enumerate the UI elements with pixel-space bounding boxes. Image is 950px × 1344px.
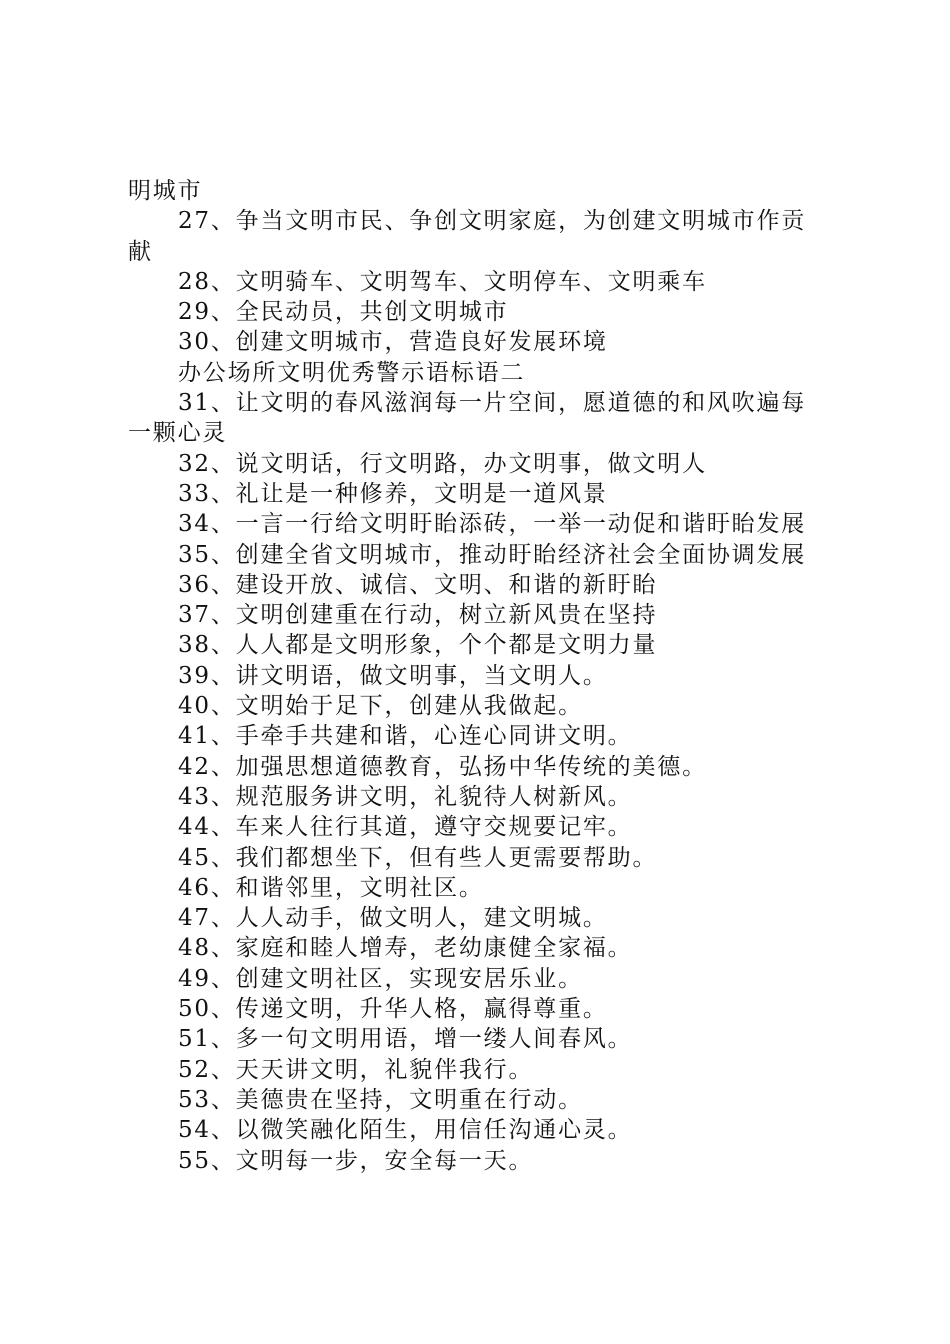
slogan-28: 28、文明骑车、文明驾车、文明停车、文明乘车 bbox=[178, 268, 707, 295]
slogan-40: 40、文明始于足下，创建从我做起。 bbox=[178, 693, 583, 720]
slogan-41: 41、手牵手共建和谐，心连心同讲文明。 bbox=[178, 723, 633, 750]
slogan-50: 50、传递文明，升华人格，赢得尊重。 bbox=[178, 996, 608, 1023]
slogan-48: 48、家庭和睦人增寿，老幼康健全家福。 bbox=[178, 935, 633, 962]
slogan-30: 30、创建文明城市，营造良好发展环境 bbox=[178, 329, 608, 356]
slogan-43: 43、规范服务讲文明，礼貌待人树新风。 bbox=[178, 783, 633, 810]
slogan-38: 38、人人都是文明形象，个个都是文明力量 bbox=[178, 632, 658, 659]
slogan-45: 45、我们都想坐下，但有些人更需要帮助。 bbox=[178, 844, 658, 871]
slogan-31: 31、让文明的春风滋润每一片空间，愿道德的和风吹遍每一颗心灵 bbox=[128, 390, 807, 447]
slogan-51: 51、多一句文明用语，增一缕人间春风。 bbox=[178, 1026, 633, 1053]
section-heading: 办公场所文明优秀警示语标语二 bbox=[178, 359, 526, 386]
slogan-39: 39、讲文明语，做文明事，当文明人。 bbox=[178, 662, 608, 689]
slogan-27: 27、争当文明市民、争创文明家庭，为创建文明城市作贡献 bbox=[128, 208, 807, 265]
slogan-29: 29、全民动员，共创文明城市 bbox=[178, 299, 509, 326]
slogan-44: 44、车来人往行其道，遵守交规要记牢。 bbox=[178, 814, 633, 841]
slogan-37: 37、文明创建重在行动，树立新风贵在坚持 bbox=[178, 602, 658, 629]
slogan-52: 52、天天讲文明，礼貌伴我行。 bbox=[178, 1056, 534, 1083]
slogan-47: 47、人人动手，做文明人，建文明城。 bbox=[178, 905, 608, 932]
slogan-53: 53、美德贵在坚持，文明重在行动。 bbox=[178, 1086, 583, 1113]
slogan-49: 49、创建文明社区，实现安居乐业。 bbox=[178, 965, 583, 992]
slogan-55: 55、文明每一步，安全每一天。 bbox=[178, 1147, 534, 1174]
slogan-35: 35、创建全省文明城市，推动盱眙经济社会全面协调发展 bbox=[178, 541, 807, 568]
slogan-34: 34、一言一行给文明盱眙添砖，一举一动促和谐盱眙发展 bbox=[178, 511, 807, 538]
slogan-36: 36、建设开放、诚信、文明、和谐的新盱眙 bbox=[178, 571, 658, 598]
slogan-46: 46、和谐邻里，文明社区。 bbox=[178, 874, 484, 901]
text-line-continuation: 明城市 bbox=[128, 178, 203, 204]
slogan-33: 33、礼让是一种修养，文明是一道风景 bbox=[178, 480, 608, 507]
document-body bbox=[128, 176, 828, 1176]
slogan-32: 32、说文明话，行文明路，办文明事，做文明人 bbox=[178, 450, 707, 477]
slogan-42: 42、加强思想道德教育，弘扬中华传统的美德。 bbox=[178, 753, 707, 780]
slogan-54: 54、以微笑融化陌生，用信任沟通心灵。 bbox=[178, 1117, 633, 1144]
